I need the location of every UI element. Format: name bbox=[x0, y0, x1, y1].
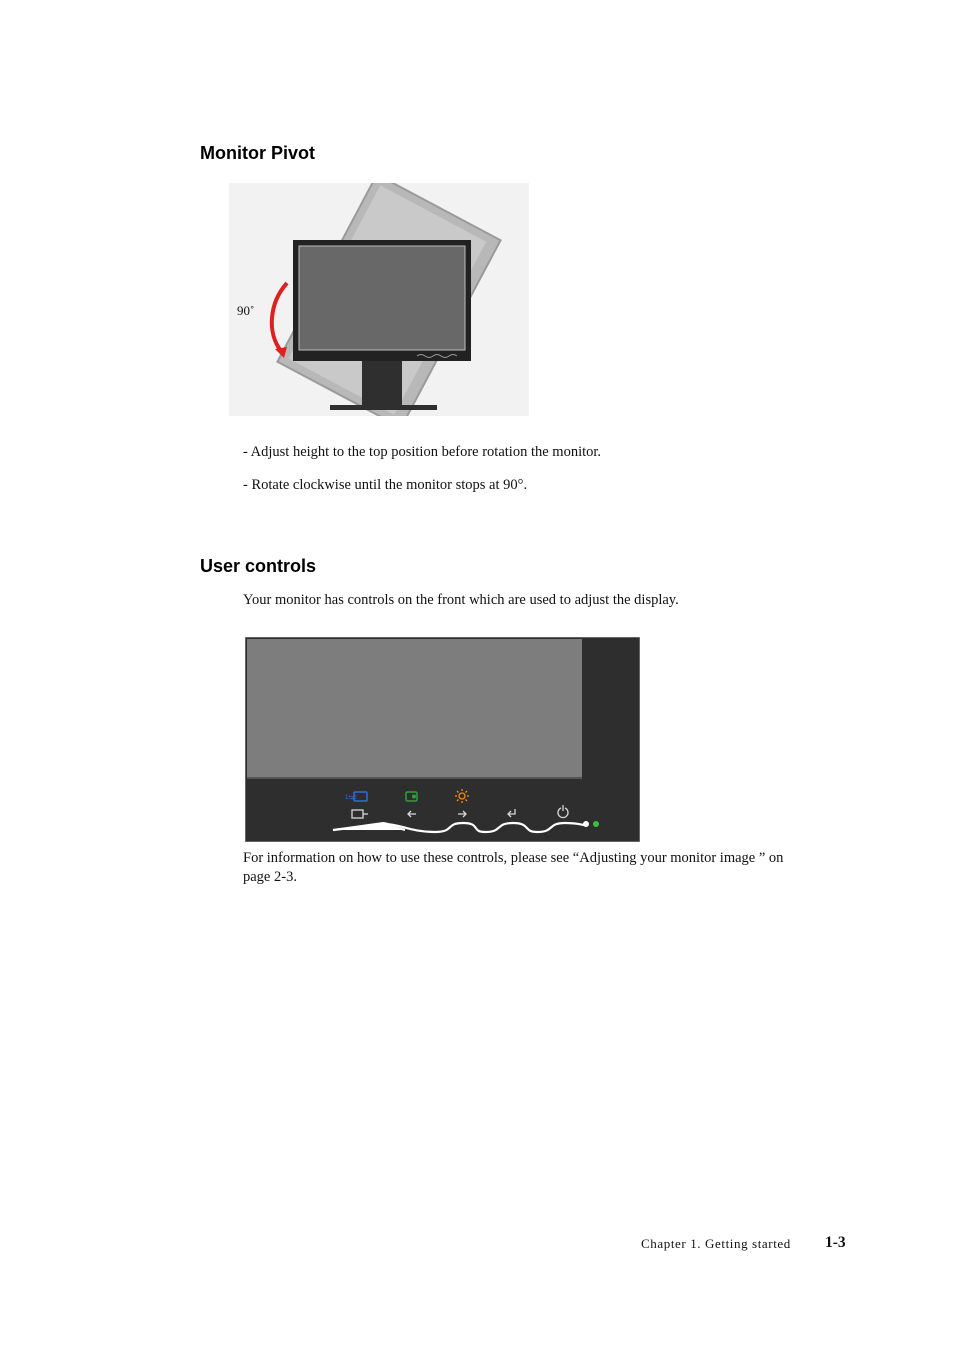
pivot-instruction-2: - Rotate clockwise until the monitor stops at 90°. bbox=[243, 477, 528, 493]
controls-reference: For information on how to use these controls, please see “Adjusting your monitor image ” on page 2-3. bbox=[243, 850, 784, 885]
monitor-pivot-heading: Monitor Pivot bbox=[200, 143, 315, 163]
user-controls-intro: Your monitor has controls on the front which are used to adjust the display. bbox=[243, 592, 679, 608]
power-led-indicator bbox=[593, 821, 599, 827]
user-controls-illustration bbox=[245, 637, 640, 842]
monitor-screen bbox=[247, 639, 582, 777]
power-button-dot bbox=[583, 821, 589, 827]
footer-chapter: Chapter 1. Getting started bbox=[641, 1236, 791, 1251]
monitor-stand-neck bbox=[362, 359, 402, 407]
user-controls-heading: User controls bbox=[200, 556, 317, 576]
page-number: 1-3 bbox=[825, 1234, 846, 1251]
monitor-stand-base bbox=[330, 405, 437, 410]
monitor-pivot-illustration bbox=[229, 183, 529, 416]
svg-text:1⇆2: 1⇆2 bbox=[345, 795, 357, 801]
angle-label: 90˚ bbox=[237, 303, 255, 318]
pivot-instruction-1: - Adjust height to the top position before rotation the monitor. bbox=[243, 444, 602, 460]
